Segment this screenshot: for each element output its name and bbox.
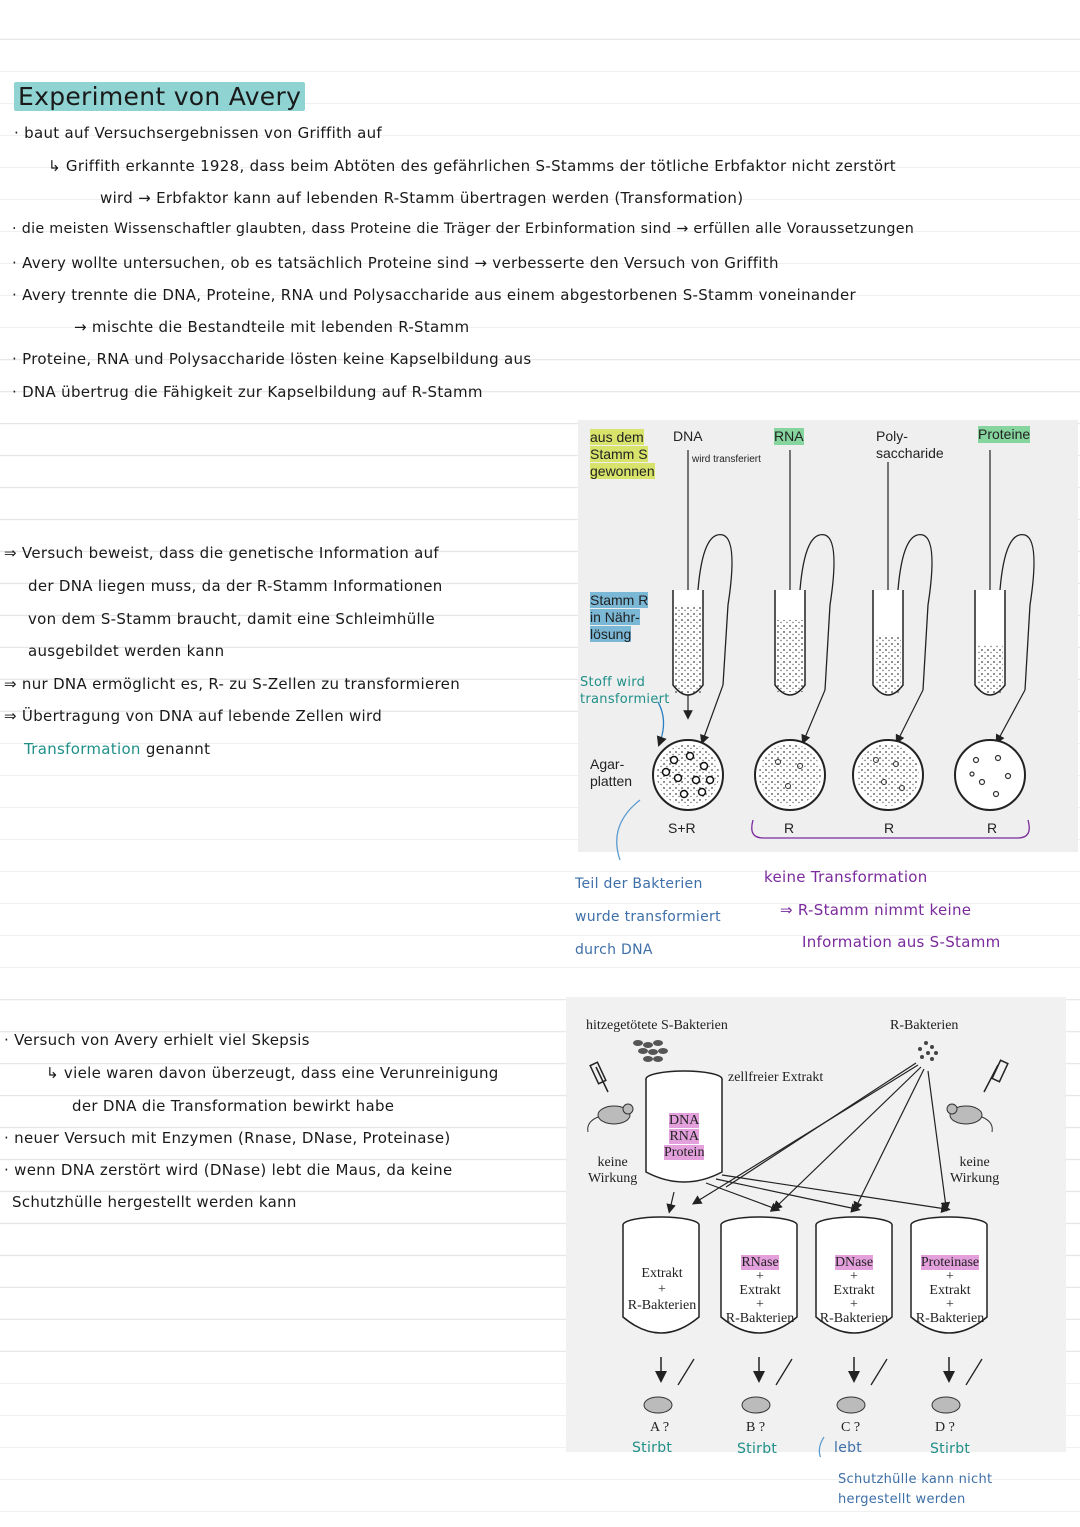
agar-label: Agar- platten (590, 756, 633, 789)
note-line: ausgebildet werden kann (28, 642, 225, 660)
note-line: ⇒ Übertragung von DNA auf lebende Zellen wird (4, 707, 383, 725)
note-line: · baut auf Versuchsergebnissen von Griffith auf (14, 124, 382, 142)
note-line: · DNA übertrug die Fähigkeit zur Kapselbildung auf R-Stamm (12, 383, 483, 401)
stamm-r-label: Stamm R in Nähr- lösung (590, 592, 649, 642)
note-line: wird → Erbfaktor kann auf lebenden R-Stamm übertragen werden (Transformation) (100, 189, 744, 207)
mouse-d (932, 1397, 960, 1413)
note-line: · Versuch von Avery erhielt viel Skepsis (4, 1031, 310, 1049)
label-d: D ? (935, 1420, 955, 1435)
s-bacteria-cluster (633, 1040, 668, 1062)
mouse-b (742, 1397, 770, 1413)
syringe-left (590, 1062, 608, 1092)
no-effect-left: keine Wirkung (588, 1155, 638, 1186)
note-line: Transformation genannt (24, 740, 211, 758)
mouse-a (644, 1397, 672, 1413)
note-line: ⇒ Versuch beweist, dass die genetische Information auf (4, 544, 439, 562)
r-bacteria-cluster (918, 1041, 938, 1061)
mouse-right (947, 1104, 992, 1132)
result-label-1: S+R (668, 820, 696, 836)
note-no-transformation: keine Transformation (764, 868, 928, 886)
result-label-4: R (987, 820, 998, 836)
note-line: · die meisten Wissenschaftler glaubten, dass Proteine die Träger der Erbinformation sind → erfüllen alle Voraussetzungen (12, 221, 915, 237)
test-tube-dna (673, 535, 732, 695)
note-line: · Proteine, RNA und Polysaccharide lösten keine Kapselbildung aus (12, 350, 532, 368)
note-transformed: Teil der Bakterien wurde transformiert durch DNA (575, 876, 721, 958)
note-schutzhuelle: Schutzhülle kann nicht hergestellt werden (838, 1472, 993, 1507)
no-effect-right: keine Wirkung (950, 1155, 1000, 1186)
note-line: ↳ Griffith erkannte 1928, dass beim Abtöten des gefährlichen S-Stamms der tötliche Erbfaktor nicht zerstört (48, 157, 896, 175)
note-line: · Avery wollte untersuchen, ob es tatsächlich Proteine sind → verbesserte den Versuch von Griffith (12, 254, 779, 272)
result-d: Stirbt (930, 1441, 971, 1457)
result-c: lebt (834, 1440, 863, 1456)
test-tube-poly (873, 535, 932, 695)
tube-c-contents: DNase + Extrakt + R-Bakterien (819, 1255, 889, 1326)
label-a: A ? (650, 1420, 670, 1435)
note-line: → mischte die Bestandteile mit lebenden R-Stamm (74, 318, 470, 336)
note-line: der DNA die Transformation bewirkt habe (72, 1097, 395, 1115)
source-label: aus dem Stamm S gewonnen (590, 429, 655, 479)
note-line: von dem S-Stamm braucht, damit eine Schleimhülle (28, 610, 436, 628)
note-line: · wenn DNA zerstört wird (DNase) lebt die Maus, da keine (4, 1161, 453, 1179)
note-line: ↳ viele waren davon überzeugt, dass eine Verunreinigung (46, 1064, 499, 1082)
mouse-c (837, 1397, 865, 1413)
r-bacteria-label: R-Bakterien (890, 1018, 959, 1033)
column-label-proteine: Proteine (978, 426, 1031, 442)
extract-label: zellfreier Extrakt (728, 1070, 824, 1085)
agar-plate-4 (955, 740, 1025, 810)
heat-killed-label: hitzegetötete S-Bakterien (586, 1018, 728, 1033)
column-label-poly: Poly- saccharide (876, 428, 944, 461)
note-no-transformation-3: Information aus S-Stamm (802, 933, 1001, 951)
note-line: der DNA liegen muss, da der R-Stamm Informationen (28, 577, 443, 595)
result-label-3: R (884, 820, 895, 836)
stoff-note: Stoff wird transformiert (580, 675, 670, 707)
agar-plate-1 (653, 740, 723, 810)
label-c: C ? (841, 1420, 861, 1435)
test-tube-proteine (975, 535, 1034, 695)
result-label-2: R (784, 820, 795, 836)
column-label-rna: RNA (774, 428, 804, 444)
tube-d-contents: Proteinase + Extrakt + R-Bakterien (915, 1255, 985, 1326)
label-b: B ? (746, 1420, 766, 1435)
page-title: Experiment von Avery (14, 82, 305, 111)
result-b: Stirbt (737, 1441, 778, 1457)
dna-note: wird transferiert (692, 454, 761, 465)
tube-a-contents: Extrakt + R-Bakterien (627, 1266, 697, 1313)
result-a: Stirbt (632, 1440, 673, 1456)
column-label-dna: DNA (673, 428, 703, 444)
figure1-drawing (578, 420, 1078, 860)
note-no-transformation-2: ⇒ R-Stamm nimmt keine (780, 901, 972, 919)
tube-b-contents: RNase + Extrakt + R-Bakterien (725, 1255, 795, 1326)
test-tube-rna (775, 535, 834, 695)
figure2-drawing (566, 997, 1066, 1457)
note-line: Schutzhülle hergestellt werden kann (12, 1193, 297, 1211)
note-line: · Avery trennte die DNA, Proteine, RNA und Polysaccharide aus einem abgestorbenen S-Stamm voneinander (12, 286, 856, 304)
note-line: · neuer Versuch mit Enzymen (Rnase, DNase, Proteinase) (4, 1129, 451, 1147)
transformation-term: Transformation (24, 740, 141, 758)
note-line: ⇒ nur DNA ermöglicht es, R- zu S-Zellen zu transformieren (4, 675, 461, 693)
agar-plate-3 (853, 740, 923, 810)
agar-plate-2 (755, 740, 825, 810)
syringe-right (984, 1060, 1008, 1092)
mouse-left (588, 1104, 633, 1132)
beaker-contents: DNA RNA Protein (664, 1113, 705, 1160)
